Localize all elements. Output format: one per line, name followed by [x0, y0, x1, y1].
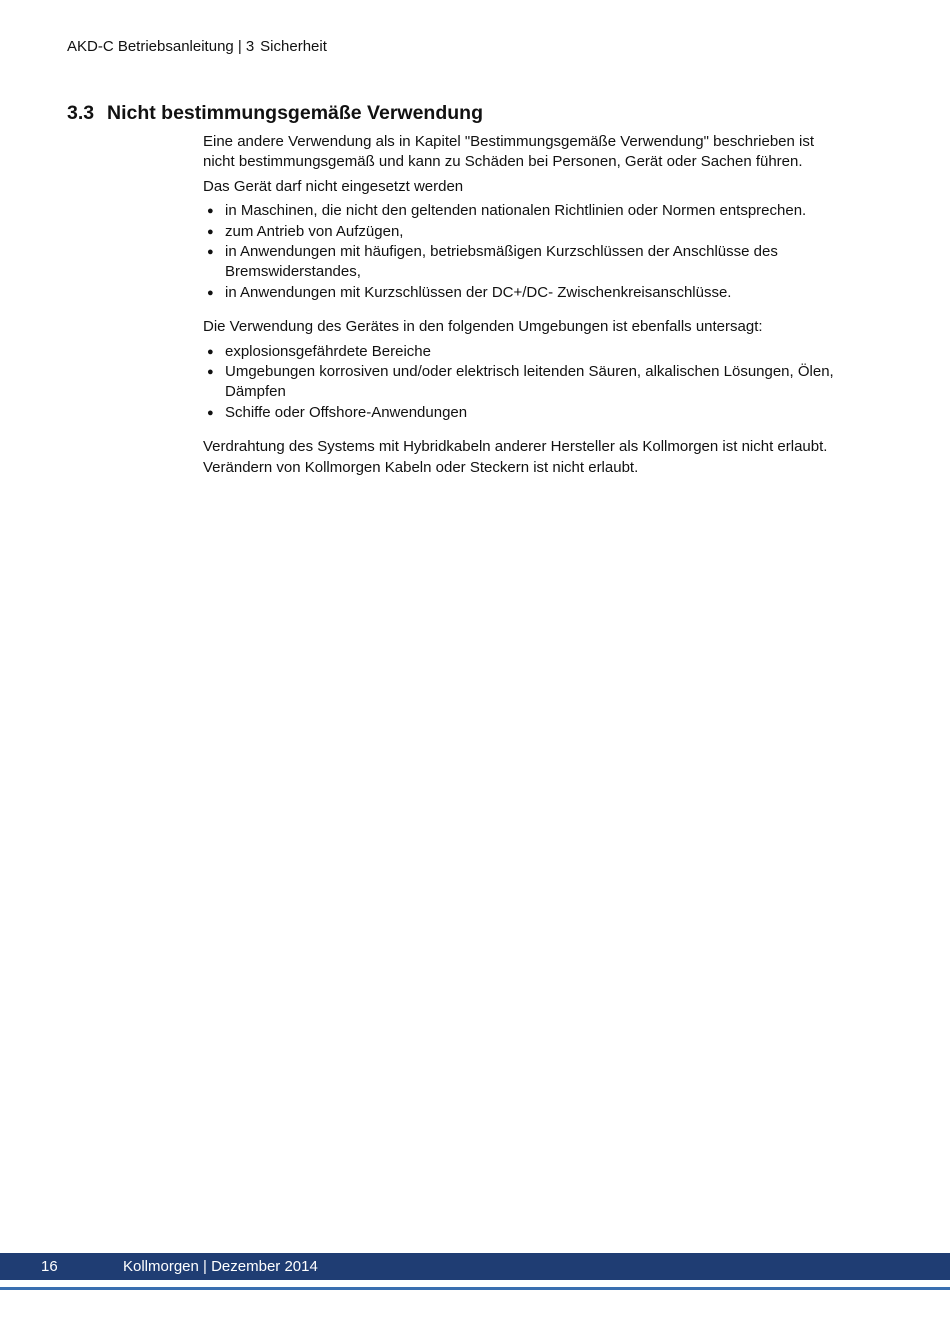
bullet-icon: ● [207, 205, 214, 218]
chapter-number: 3 [245, 38, 255, 55]
list-item: ● in Anwendungen mit Kurzschlüssen der DC+/DC- Zwischenkreisanschlüsse. [203, 283, 838, 303]
footer-divider [0, 1287, 950, 1290]
list2-lead: Die Verwendung des Gerätes in den folgenden Umgebungen ist ebenfalls untersagt: [203, 318, 763, 336]
bullet-icon: ● [207, 366, 214, 379]
document-title: AKD-C Betriebsanleitung | [67, 38, 242, 55]
bullet-icon: ● [207, 286, 214, 299]
section-body [203, 132, 838, 478]
footer-bar [0, 1253, 950, 1280]
list-item: ● Umgebungen korrosiven und/oder elektrisch leitenden Säuren, alkalischen Lösungen, Ölen, Dämpfen [207, 363, 834, 401]
section-heading [67, 101, 483, 125]
list-item: ● Schiffe oder Offshore-Anwendungen [203, 403, 838, 423]
footer-company-date: Kollmorgen | Dezember 2014 [123, 1258, 318, 1275]
list-item: ● in Anwendungen mit häufigen, betriebsmäßigen Kurzschlüssen der Anschlüsse des Bremswiderstandes, [207, 243, 778, 281]
bullet-icon: ● [207, 406, 214, 419]
bullet-icon: ● [207, 345, 214, 358]
chapter-title: Sicherheit [260, 38, 327, 55]
list-item: ● in Maschinen, die nicht den geltenden nationalen Richtlinien oder Normen entsprechen. [203, 201, 838, 221]
running-header [67, 38, 327, 56]
prohibited-uses-list [203, 201, 838, 303]
list-item: ● explosionsgefährdete Bereiche [203, 342, 838, 362]
bullet-icon: ● [207, 246, 214, 259]
section-title: Nicht bestimmungsgemäße Verwendung [107, 102, 483, 124]
prohibited-environments-list [203, 342, 838, 424]
section-number: 3.3 [67, 102, 95, 124]
bullet-icon: ● [207, 225, 214, 238]
list-item: ● zum Antrieb von Aufzügen, [203, 222, 838, 242]
page-number: 16 [41, 1258, 58, 1275]
closing-paragraph: Verdrahtung des Systems mit Hybridkabeln anderer Hersteller als Kollmorgen ist nicht erlaubt. Verändern von Kollmorgen Kabeln oder Steckern ist nicht erlaubt. [203, 438, 828, 476]
list1-lead: Das Gerät darf nicht eingesetzt werden [203, 177, 464, 195]
intro-paragraph: Eine andere Verwendung als in Kapitel "Bestimmungsgemäße Verwendung" beschrieben ist nicht bestimmungsgemäß und kann zu Schäden bei Personen, Gerät oder Sachen führen. [203, 133, 815, 171]
